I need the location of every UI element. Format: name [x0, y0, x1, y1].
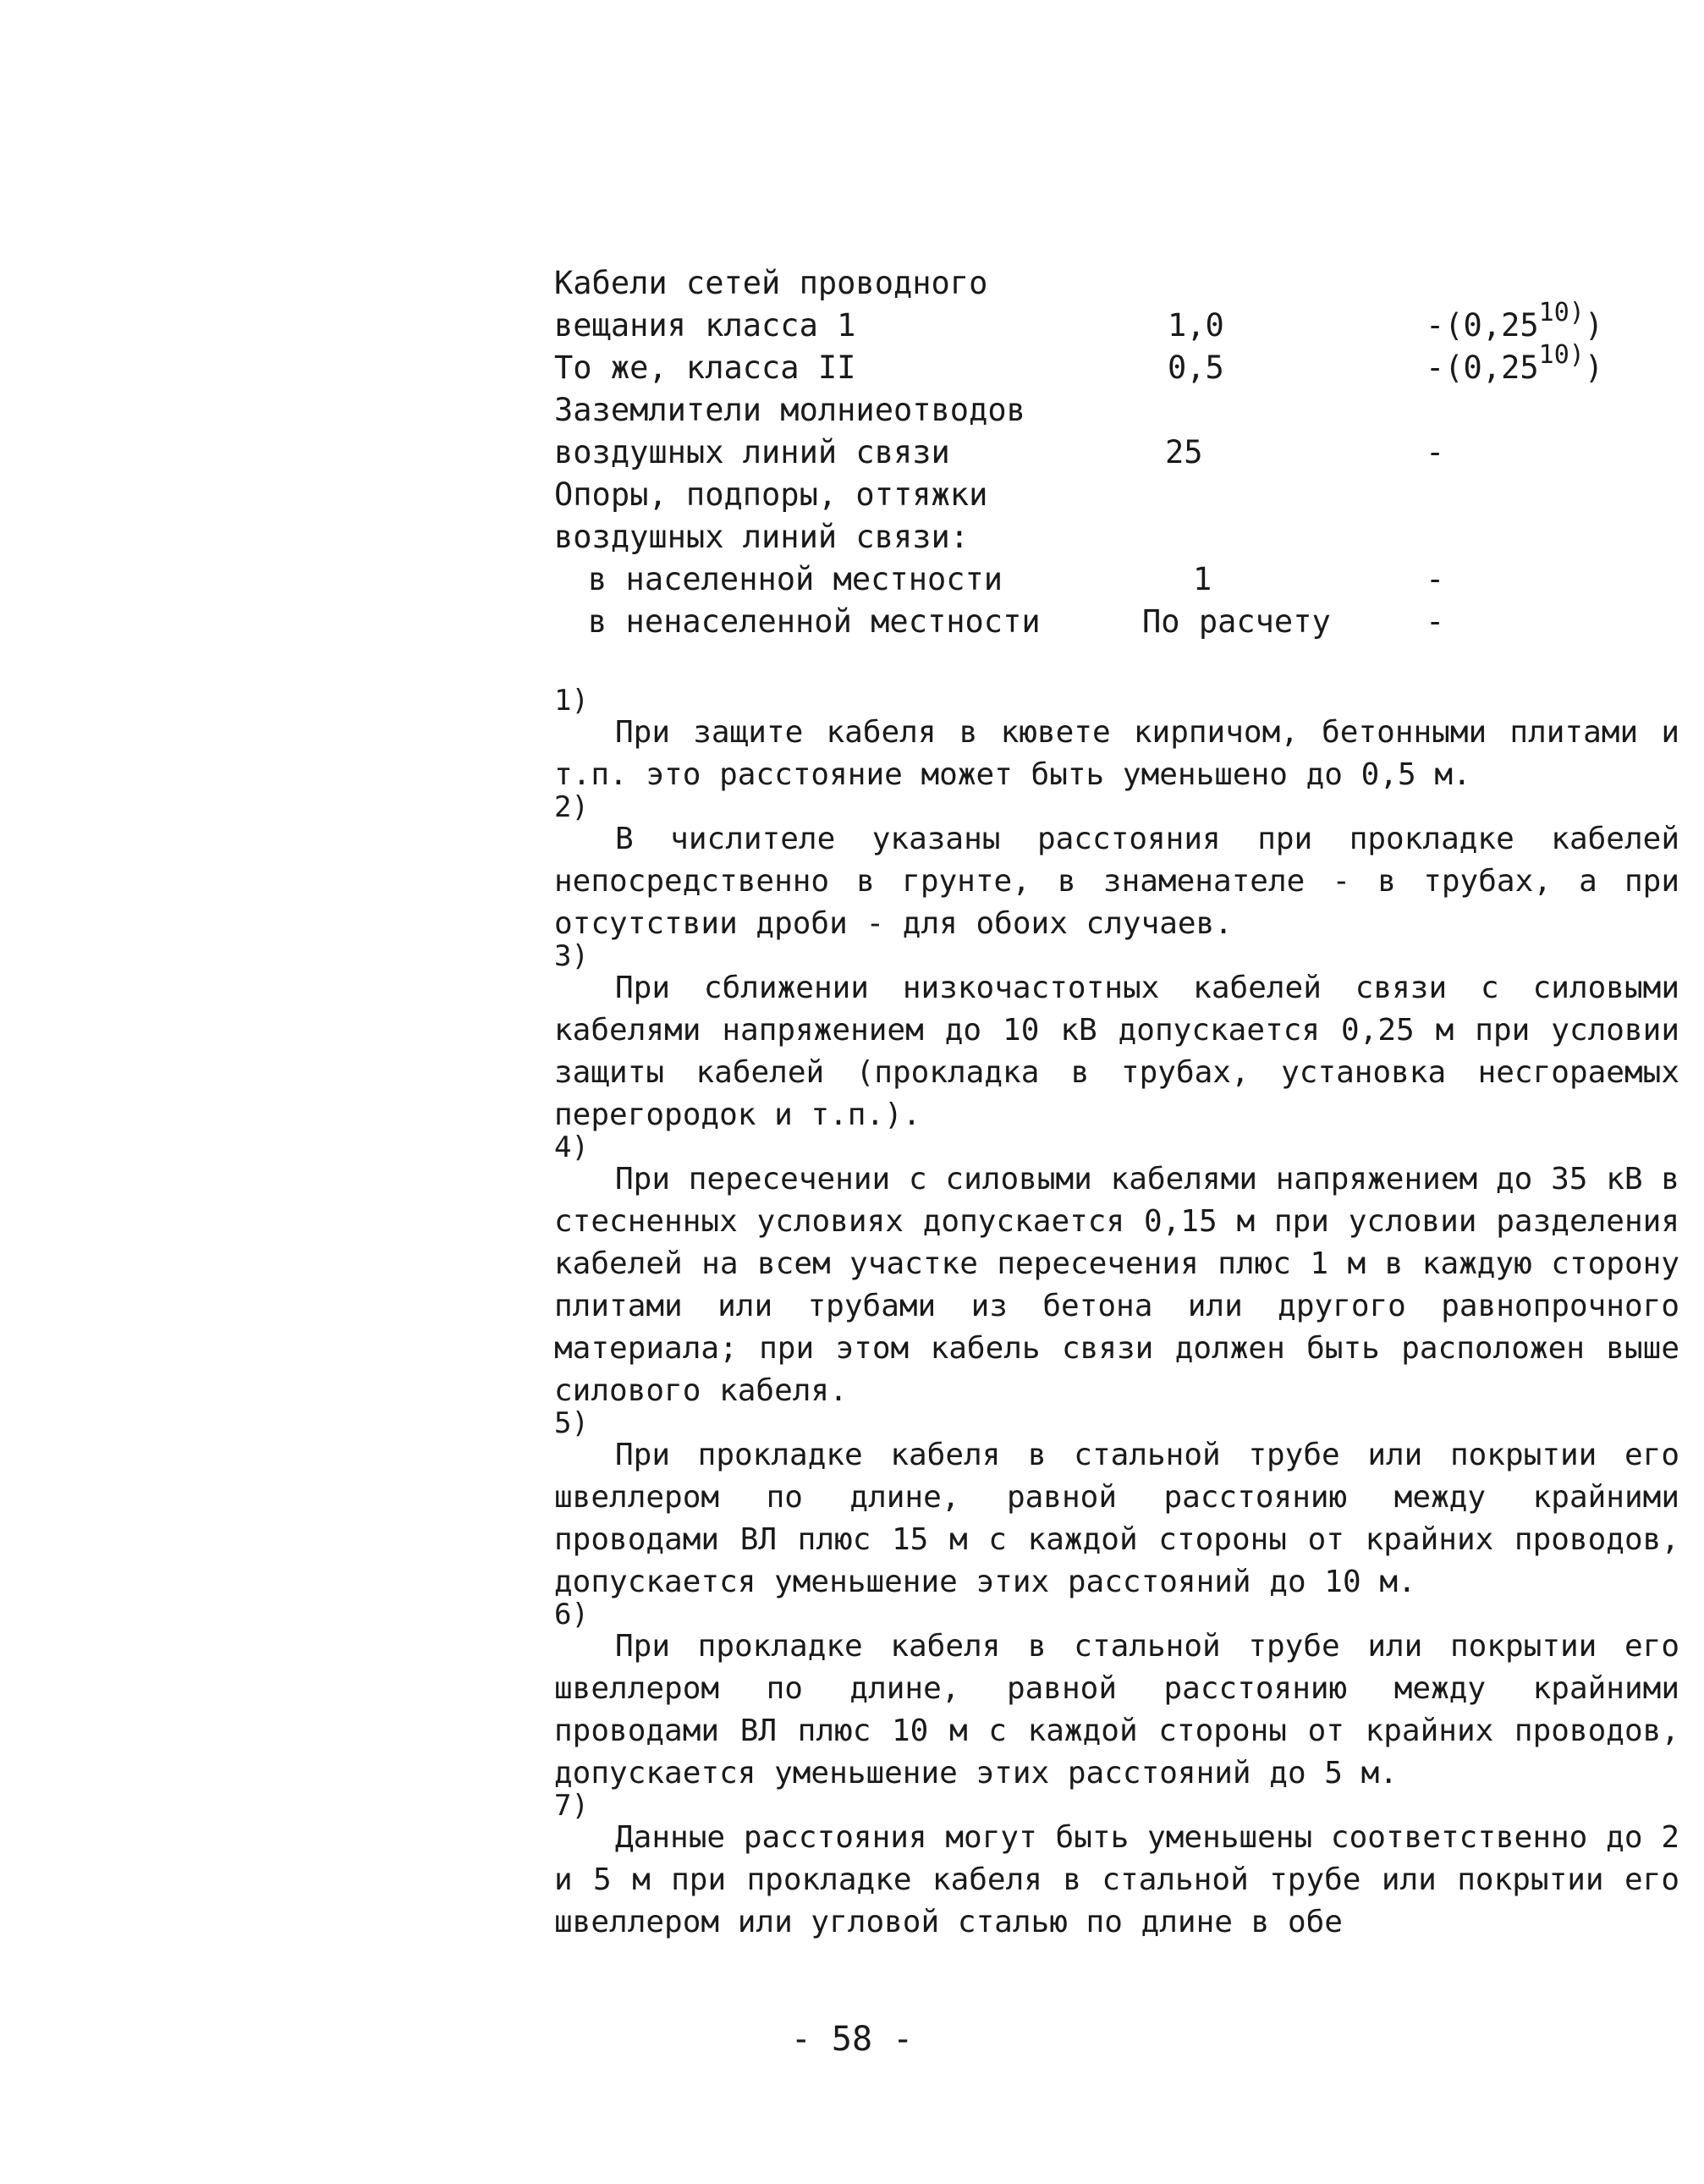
footnote: [554, 1406, 1679, 1604]
footnotes: [554, 684, 1679, 1944]
table-row: [554, 262, 1671, 305]
footnote: [554, 684, 1679, 796]
footnote: [554, 1789, 1679, 1944]
row-label: Кабели сетей проводного: [554, 265, 988, 301]
table-row: [554, 516, 1671, 558]
footnote-mark: 4): [554, 1131, 589, 1164]
footnote-text: При прокладке кабеля в стальной трубе или покрытии его швеллером по длине, равной расстоянию между крайними проводами ВЛ плюс 15 м с каждой стороны от крайних проводов, допускается уменьшение этих расстояний до 10 м.: [554, 1438, 1679, 1599]
footnote-text: Данные расстояния могут быть уменьшены соответственно до 2 и 5 м при прокладке кабеля в стальной трубе или покрытии его швеллером или угловой сталью по длине в обе: [554, 1820, 1679, 1939]
row-value-secondary: -(0,25$^{10)}$): [1426, 298, 1604, 344]
row-value-secondary: -(0,25$^{10)}$): [1426, 340, 1604, 386]
footnote-mark: 7): [554, 1789, 589, 1823]
footnote: [554, 790, 1679, 945]
footnote-ref: 10): [1538, 298, 1585, 327]
row-value-secondary: -: [1426, 603, 1445, 640]
table-row: [554, 474, 1671, 516]
row-label: воздушных линий связи:: [554, 519, 970, 555]
row-label: в ненаселенной местности: [588, 603, 1041, 640]
row-value-secondary: -: [1426, 561, 1445, 597]
footnote-mark: 1): [554, 684, 589, 718]
footnote-ref: 10): [1538, 340, 1585, 370]
footnote-text: При сближении низкочастотных кабелей связи с силовыми кабелями напряжением до 10 кВ допускается 0,25 м при условии защиты кабелей (прокладка в трубах, установка несгораемых перегородок и т.п.).: [554, 971, 1679, 1132]
row-label: вещания класса 1: [554, 307, 856, 344]
footnote-mark: 3): [554, 939, 589, 973]
row-value-primary: 25: [1165, 434, 1203, 470]
table-row: [554, 558, 1671, 601]
footnote-text: При защите кабеля в кювете кирпичом, бетонными плитами и т.п. это расстояние может быть уменьшено до 0,5 м.: [554, 715, 1679, 792]
row-value-primary: 0,5: [1168, 349, 1224, 386]
footnote: [554, 1131, 1679, 1412]
row-label: Опоры, подпоры, оттяжки: [554, 476, 988, 513]
footnote: [554, 1598, 1679, 1795]
table-row: [554, 298, 1671, 347]
row-label: То же, класса II: [554, 349, 856, 386]
row-value-primary: 1,0: [1168, 307, 1224, 344]
distance-table: [554, 262, 1671, 643]
table-row: [554, 601, 1671, 643]
footnote: [554, 939, 1679, 1136]
table-row: [554, 432, 1671, 474]
footnote-text: В числителе указаны расстояния при прокладке кабелей непосредственно в грунте, в знаменателе - в трубах, а при отсутствии дроби - для обоих случаев.: [554, 822, 1679, 941]
footnote-mark: 5): [554, 1406, 589, 1440]
row-value-primary: По расчету: [1142, 603, 1331, 640]
footnote-mark: 6): [554, 1598, 589, 1631]
row-label: воздушных линий связи: [554, 434, 950, 470]
footnote-mark: 2): [554, 790, 589, 824]
row-label: Заземлители молниеотводов: [554, 392, 1025, 428]
page-number: - 58 -: [790, 2020, 914, 2059]
footnote-text: При прокладке кабеля в стальной трубе или покрытии его швеллером по длине, равной расстоянию между крайними проводами ВЛ плюс 10 м с каждой стороны от крайних проводов, допускается уменьшение этих расстояний до 5 м.: [554, 1629, 1679, 1791]
table-row: [554, 340, 1671, 389]
row-value-primary: 1: [1193, 561, 1212, 597]
row-label: в населенной местности: [588, 561, 1003, 597]
table-row: [554, 389, 1671, 432]
row-value-secondary: -: [1426, 434, 1445, 470]
footnote-text: При пересечении с силовыми кабелями напряжением до 35 кВ в стесненных условиях допускается 0,15 м при условии разделения кабелей на всем участке пересечения плюс 1 м в каждую сторону плитами или трубами из бетона или другого равнопрочного материала; при этом кабель связи должен быть расположен выше силового кабеля.: [554, 1162, 1679, 1408]
